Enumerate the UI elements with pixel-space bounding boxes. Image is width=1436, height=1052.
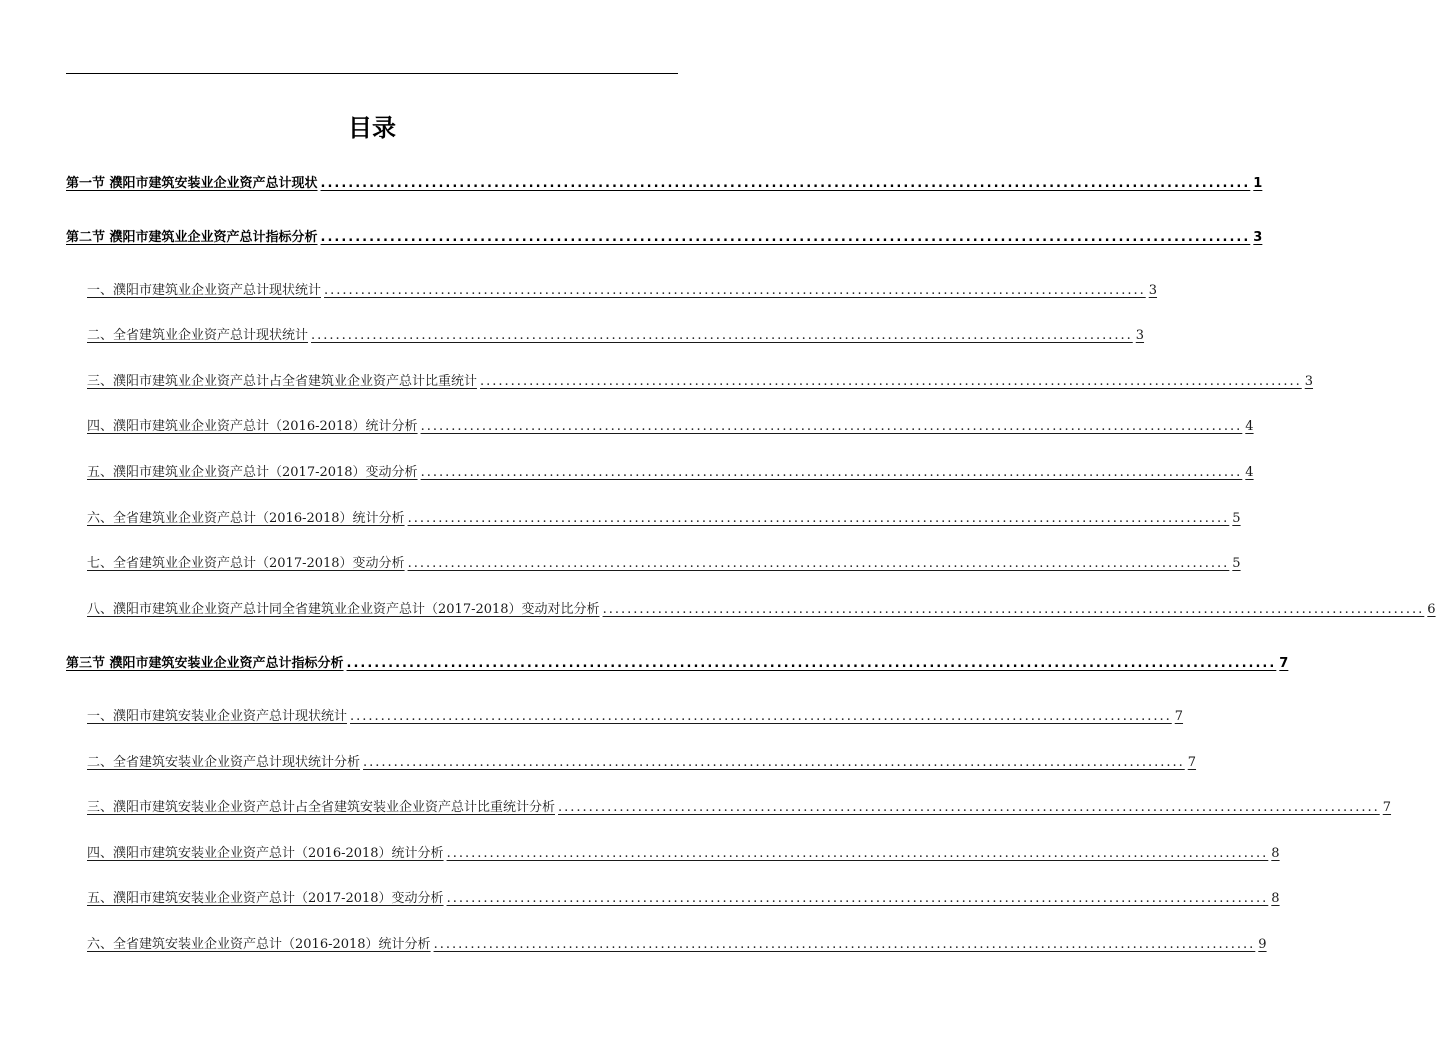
toc-leader: ......................................................................................................................................: [558, 800, 1380, 815]
toc-entry[interactable]: [87, 600, 1436, 620]
toc-entry-page: 6: [1427, 602, 1436, 617]
toc-entry-page: 5: [1232, 556, 1241, 571]
toc-leader: ......................................................................................................................................: [407, 511, 1230, 526]
toc-entry-page: 7: [1174, 709, 1184, 724]
toc-entry[interactable]: [87, 509, 1241, 529]
toc-entry[interactable]: [66, 174, 1263, 194]
toc-entry-label: 五、濮阳市建筑安装业企业资产总计（2017-2018）变动分析: [87, 891, 444, 906]
toc-leader: ......................................................................................................................................: [320, 230, 1251, 245]
toc-entry-label: 三、濮阳市建筑业企业资产总计占全省建筑业企业资产总计比重统计: [87, 374, 478, 389]
toc-leader: ......................................................................................................................................: [407, 556, 1230, 571]
toc-entry-label: 一、濮阳市建筑安装业企业资产总计现状统计: [87, 709, 348, 724]
toc-entry[interactable]: [87, 844, 1280, 864]
toc-entry[interactable]: [87, 798, 1392, 818]
toc-entry-label: 四、濮阳市建筑业企业资产总计（2016-2018）统计分析: [87, 419, 418, 434]
toc-entry-page: 3: [1253, 230, 1263, 245]
toc-entry[interactable]: [87, 935, 1267, 955]
toc-entry-page: 9: [1258, 937, 1267, 952]
toc-entry-page: 7: [1187, 755, 1197, 770]
toc-entry-page: 4: [1245, 465, 1254, 480]
toc-entry[interactable]: [87, 372, 1314, 392]
toc-entry-label: 六、全省建筑安装业企业资产总计（2016-2018）统计分析: [87, 937, 431, 952]
toc-entry[interactable]: [87, 889, 1280, 909]
toc-entry[interactable]: [66, 654, 1289, 674]
toc-entry[interactable]: [87, 707, 1184, 727]
toc-entry[interactable]: [87, 463, 1254, 483]
toc-leader: ......................................................................................................................................: [480, 374, 1302, 389]
toc-leader: ......................................................................................................................................: [346, 656, 1277, 671]
toc-entry[interactable]: [87, 281, 1158, 301]
toc-entry-page: 4: [1245, 419, 1254, 434]
toc-entry-label: 四、濮阳市建筑安装业企业资产总计（2016-2018）统计分析: [87, 846, 444, 861]
toc-entry-label: 六、全省建筑业企业资产总计（2016-2018）统计分析: [87, 511, 405, 526]
toc-entry-label: 五、濮阳市建筑业企业资产总计（2017-2018）变动分析: [87, 465, 418, 480]
toc-entry[interactable]: [87, 753, 1197, 773]
toc-leader: ......................................................................................................................................: [324, 283, 1146, 298]
toc-entry[interactable]: [87, 554, 1241, 574]
toc-entry-label: 一、濮阳市建筑业企业资产总计现状统计: [87, 283, 322, 298]
toc-entry-page: 7: [1382, 800, 1392, 815]
toc-entry-page: 5: [1232, 511, 1241, 526]
toc-leader: ......................................................................................................................................: [446, 891, 1269, 906]
page-title: 目录: [348, 114, 396, 142]
toc-entry-label: 七、全省建筑业企业资产总计（2017-2018）变动分析: [87, 556, 405, 571]
toc-entry[interactable]: [87, 326, 1145, 346]
toc-entry-page: 3: [1304, 374, 1314, 389]
toc-leader: ......................................................................................................................................: [311, 328, 1133, 343]
toc-leader: ......................................................................................................................................: [320, 176, 1251, 191]
toc-entry-label: 第一节 濮阳市建筑安装业企业资产总计现状: [66, 176, 318, 191]
toc-entry-page: 8: [1271, 846, 1280, 861]
toc-entry-page: 7: [1279, 656, 1289, 671]
toc-entry-label: 第二节 濮阳市建筑业企业资产总计指标分析: [66, 230, 318, 245]
toc-entry[interactable]: [66, 228, 1263, 248]
toc-leader: ......................................................................................................................................: [420, 419, 1243, 434]
toc-entry-label: 第三节 濮阳市建筑安装业企业资产总计指标分析: [66, 656, 344, 671]
toc-leader: ......................................................................................................................................: [363, 755, 1185, 770]
toc-leader: ......................................................................................................................................: [602, 602, 1425, 617]
toc-entry-label: 二、全省建筑业企业资产总计现状统计: [87, 328, 309, 343]
toc-leader: ......................................................................................................................................: [433, 937, 1256, 952]
toc-entry-page: 3: [1148, 283, 1158, 298]
toc-leader: ......................................................................................................................................: [350, 709, 1172, 724]
toc-entry-page: 1: [1253, 176, 1263, 191]
toc-entry[interactable]: [87, 417, 1254, 437]
toc-entry-page: 8: [1271, 891, 1280, 906]
toc-entry-label: 三、濮阳市建筑安装业企业资产总计占全省建筑安装业企业资产总计比重统计分析: [87, 800, 556, 815]
toc-leader: ......................................................................................................................................: [446, 846, 1269, 861]
toc-entry-label: 八、濮阳市建筑业企业资产总计同全省建筑业企业资产总计（2017-2018）变动对比分析: [87, 602, 600, 617]
toc-entry-label: 二、全省建筑安装业企业资产总计现状统计分析: [87, 755, 361, 770]
toc-leader: ......................................................................................................................................: [420, 465, 1243, 480]
toc-entry-page: 3: [1135, 328, 1145, 343]
